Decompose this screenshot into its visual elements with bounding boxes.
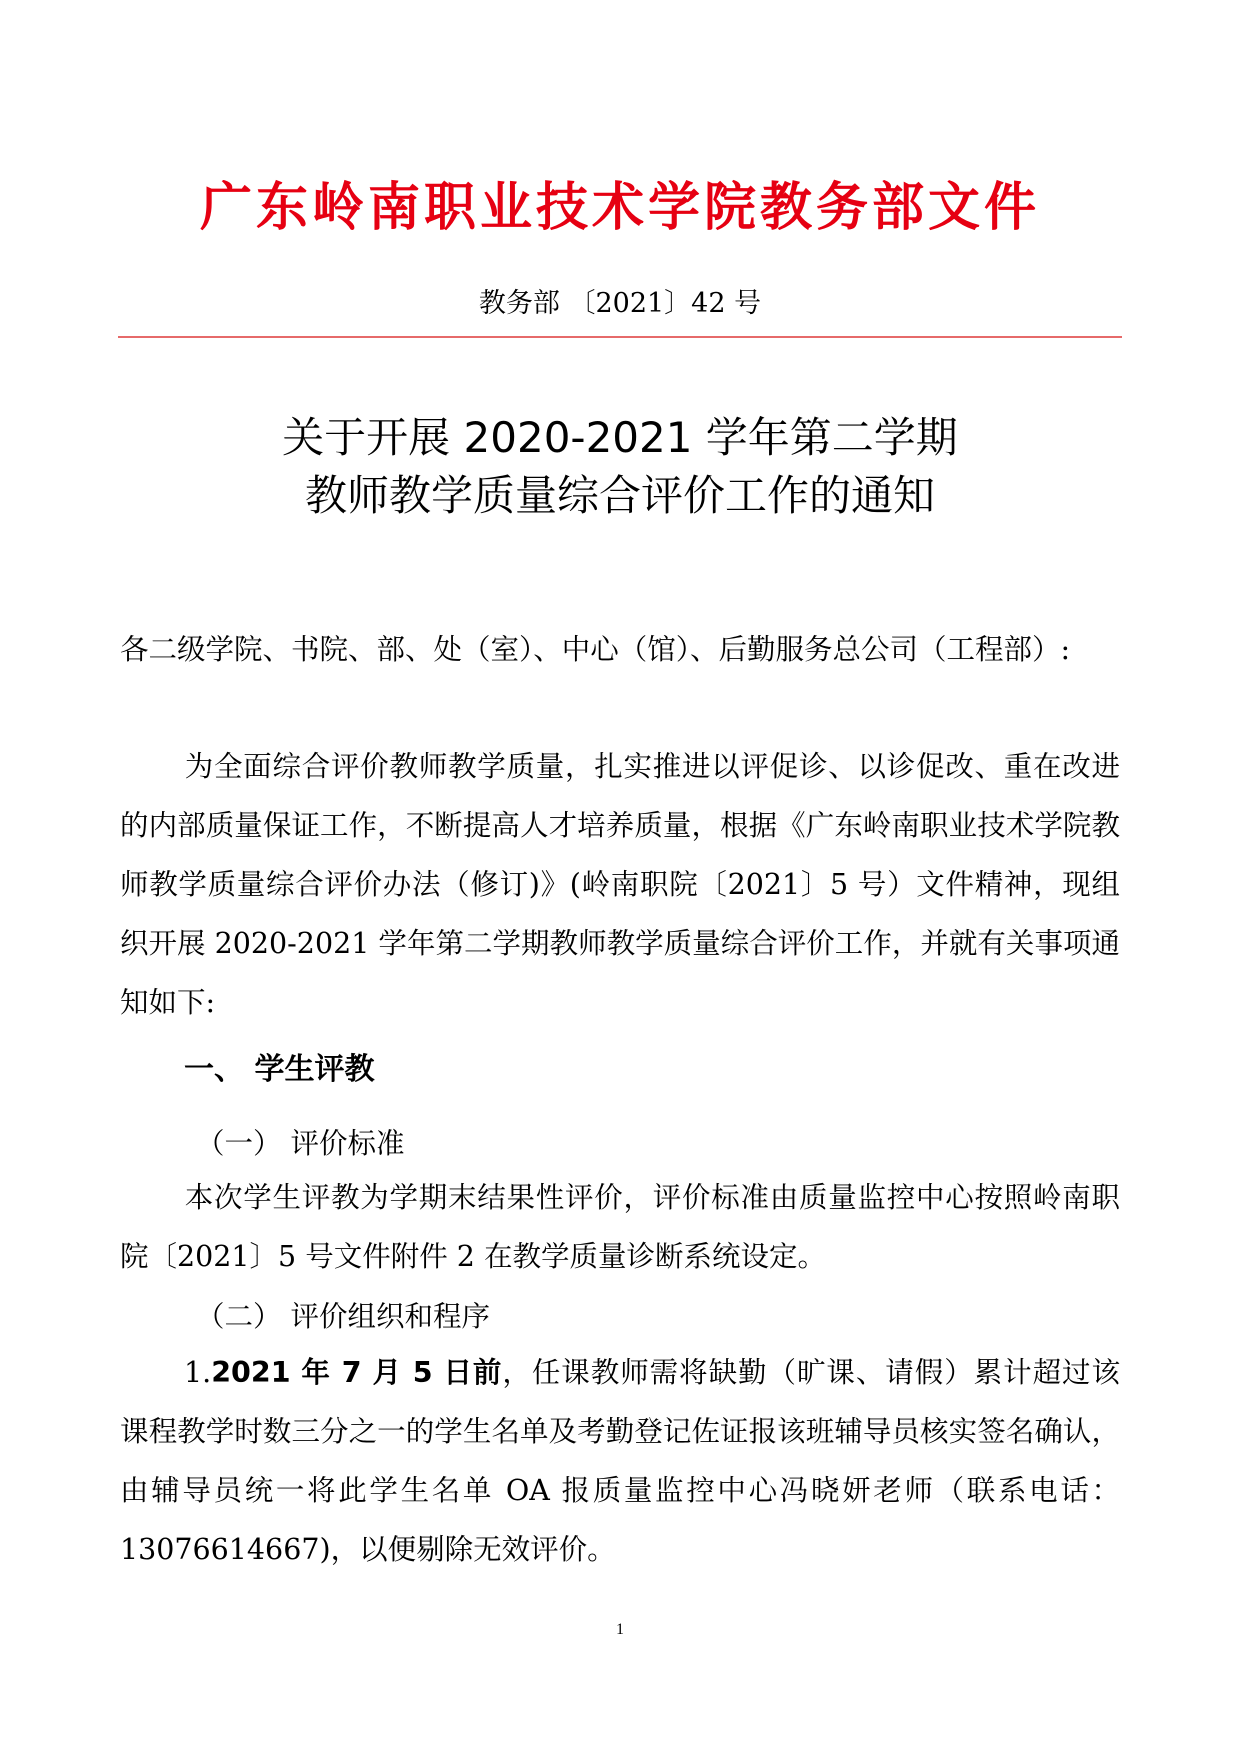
procedure-paragraph-text: ，任课教师需将缺勤（旷课、请假）累计超过该课程教学时数三分之一的学生名单及考勤登记佐证报该班辅导员核实签名确认，由辅导员统一将此学生名单 OA 报质量监控中心冯晓妍老师（联系电话：13076614667)，以便剔除无效评价。 (120, 1356, 1120, 1566)
subsection-heading-criteria: （一） 评价标准 (196, 1127, 405, 1160)
criteria-paragraph (120, 1168, 1120, 1286)
procedure-item-number: 1. (184, 1356, 212, 1389)
salutation: 各二级学院、书院、部、处（室）、中心（馆）、后勤服务总公司（工程部）: (120, 633, 1071, 666)
procedure-deadline: 2021 年 7 月 5 日前 (211, 1356, 503, 1389)
notice-title-line-2: 教师教学质量综合评价工作的通知 (304, 471, 935, 520)
header-divider (118, 336, 1122, 338)
document-header-title: 广东岭南职业技术学院教务部文件 (199, 177, 1040, 238)
document-number: 教务部 〔2021〕42 号 (478, 288, 762, 319)
notice-title-line-1: 关于开展 2020-2021 学年第二学期 (282, 413, 958, 462)
page-number: 1 (616, 1621, 624, 1638)
procedure-paragraph (120, 1343, 1120, 1579)
criteria-paragraph-text: 本次学生评教为学期末结果性评价，评价标准由质量监控中心按照岭南职院〔2021〕5 号文件附件 2 在教学质量诊断系统设定。 (120, 1181, 1120, 1273)
subsection-heading-procedure: （二） 评价组织和程序 (196, 1300, 491, 1333)
section-heading-student-evaluation: 一、 学生评教 (184, 1052, 375, 1087)
intro-paragraph (120, 737, 1120, 1032)
intro-paragraph-text: 为全面综合评价教师教学质量，扎实推进以评促诊、以诊促改、重在改进的内部质量保证工作，不断提高人才培养质量，根据《广东岭南职业技术学院教师教学质量综合评价办法（修订)》(岭南职院〔2021〕5 号）文件精神，现组织开展 2020-2021 学年第二学期教师教学质量综合评价工作，并就有关事项通知如下: (120, 750, 1120, 1019)
